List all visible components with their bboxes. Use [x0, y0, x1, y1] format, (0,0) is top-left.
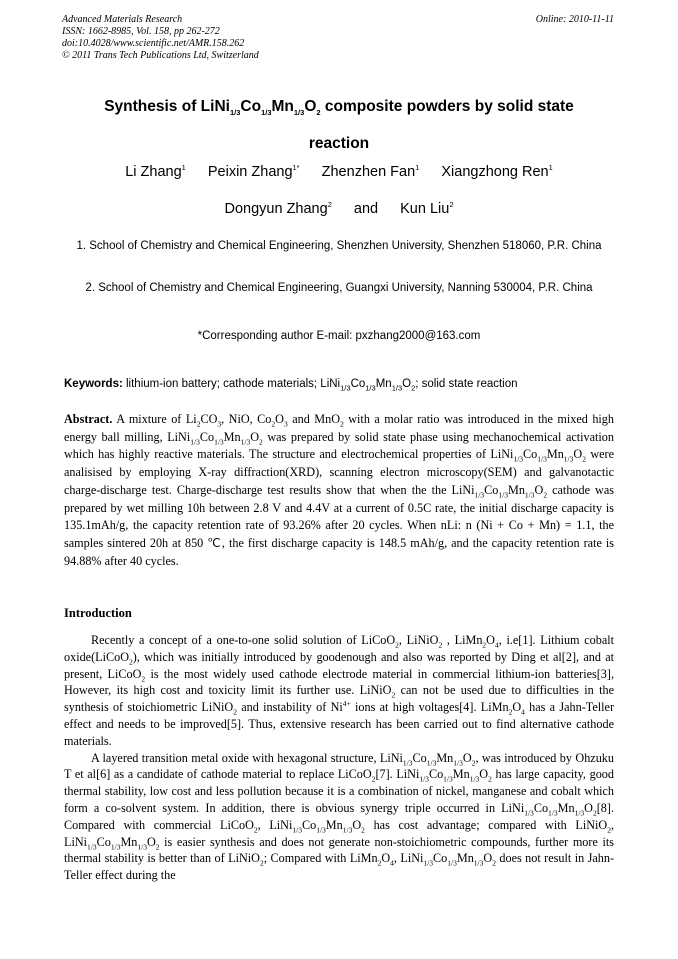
affiliation-1: 1. School of Chemistry and Chemical Engineering, Shenzhen University, Shenzhen 518060, P.R. China: [76, 240, 602, 252]
author-list: Li Zhang$^1$ Peixin Zhang$^{1*}$ Zhenzhen Fan$^1$ Xiangzhong Ren$^1$ Dongyun Zhang$^2$ and Kun Liu$^2$: [125, 163, 553, 217]
issn-line: ISSN: 1662-8985, Vol. 158, pp 262-272: [62, 26, 220, 37]
corresponding-author: *Corresponding author E-mail: pxzhang2000@163.com: [197, 330, 481, 342]
doi-line: doi:10.4028/www.scientific.net/AMR.158.262: [62, 38, 245, 49]
paper-title: Synthesis of $LiNi_{1/3}Co_{1/3}Mn_{1/3}O_2$ composite powders by solid state reaction: [104, 98, 574, 152]
author-name: Kun Liu: [400, 201, 450, 217]
introduction-body: [64, 632, 614, 884]
journal-header: [62, 14, 259, 62]
author-name: Dongyun Zhang: [224, 201, 328, 217]
copyright-line: © 2011 Trans Tech Publications Ltd, Switzerland: [62, 50, 259, 61]
author-name: Li Zhang: [125, 164, 182, 180]
abstract-label: Abstract.: [64, 412, 113, 426]
journal-name: Advanced Materials Research: [62, 14, 183, 25]
paragraph: Recently a concept of a one-to-one solid solution of LiCoO$_2$, LiNiO$_2$ , $LiMn_2O_4$, i.e[1]. Lithium cobalt oxide(LiCoO$_2$), which was initially introduced by goodenough and also was reported by Ding et al[2], and at present, LiCoO$_2$ is the most widely used cathode electrode material in commercial lithium-ion batteries[3], However, its high cost and toxicity limit its further use. LiNiO$_2$ can not be used due to difficulties in the synthesis of stoichiometric LiNiO$_2$ and instability of $Ni^{4+}$ ions at high voltages[4]. $LiMn_2O_4$ has a Jahn-Teller effect and needs to be improved[5]. Thus, extensive research has been carried out to find alternative cathode materials.: [64, 633, 615, 748]
abstract: Abstract. A mixture of $Li_2CO_3$, NiO, $Co_2O_3$ and MnO$_2$ with a molar ratio was introduced in the mixed high energy ball milling, $LiNi_{1/3}Co_{1/3}Mn_{1/3}O_2$ was prepared by solid state phase using mechanochemical activation which has highly reactive materials. The structure and electrochemical properties of $LiNi_{1/3}Co_{1/3}Mn_{1/3}O_2$ were analisised by employing X-ray diffraction(XRD), scanning electron microscopy(SEM) and galvanotactic charge-discharge test. Charge-discharge test results show that when the the $LiNi_{1/3}Co_{1/3}Mn_{1/3}O_2$ cathode was prepared by wet milling 10h between 2.8 V and 4.4V at a current of 0.5C rate, the initial discharge capacity is 135.1mAh/g, the capacity retention rate of 93.26% after 20 cycles. When nLi: n (Ni + Co + Mn) = 1.1, the samples sintered 20h at 850 ℃, the first discharge capacity is 148.5 mAh/g, and the capacity retention rate is 94.88% after 40 cycles.: [64, 412, 614, 568]
keywords-label: Keywords:: [64, 378, 123, 390]
keywords: Keywords: lithium-ion battery; cathode materials; $LiNi_{1/3}Co_{1/3}Mn_{1/3}O_2$; solid state reaction: [64, 378, 518, 393]
author-name: Xiangzhong Ren: [441, 164, 549, 180]
online-date: Online: 2010-11-11: [535, 14, 614, 25]
paragraph: A layered transition metal oxide with hexagonal structure, $LiNi_{1/3}Co_{1/3}Mn_{1/3}O_2$, was introduced by Ohzuku T et al[6] as a candidate of cathode material to replace LiCoO$_2$[7]. $LiNi_{1/3}Co_{1/3}Mn_{1/3}O_2$ has large capacity, good thermal stability, low cost and less pollution because it is a combination of nickel, manganese and cobalt which form a co-solvent system. In addition, there is obvious synergy triple occurred in $LiNi_{1/3}Co_{1/3}Mn_{1/3}O_2[8]$. Compared with commercial LiCoO$_2$, $LiNi_{1/3}Co_{1/3}Mn_{1/3}O_2$ has cost advantage; compared with LiNiO$_2$, $LiNi_{1/3}Co_{1/3}Mn_{1/3}O_2$ is easier synthesis and does not generate non-stoichiometric compounds, further more its thermal stability is better than of LiNiO$_2$; Compared with $LiMn_2O_4$, $LiNi_{1/3}Co_{1/3}Mn_{1/3}O_2$ does not result in Jahn-Teller effect during the: [64, 750, 615, 883]
affiliation-2: 2. School of Chemistry and Chemical Engineering, Guangxi University, Nanning 530004, P.R. China: [85, 282, 593, 294]
section-heading-introduction: Introduction: [64, 606, 132, 620]
author-name: Zhenzhen Fan: [321, 164, 416, 180]
author-name: Peixin Zhang: [207, 164, 293, 180]
